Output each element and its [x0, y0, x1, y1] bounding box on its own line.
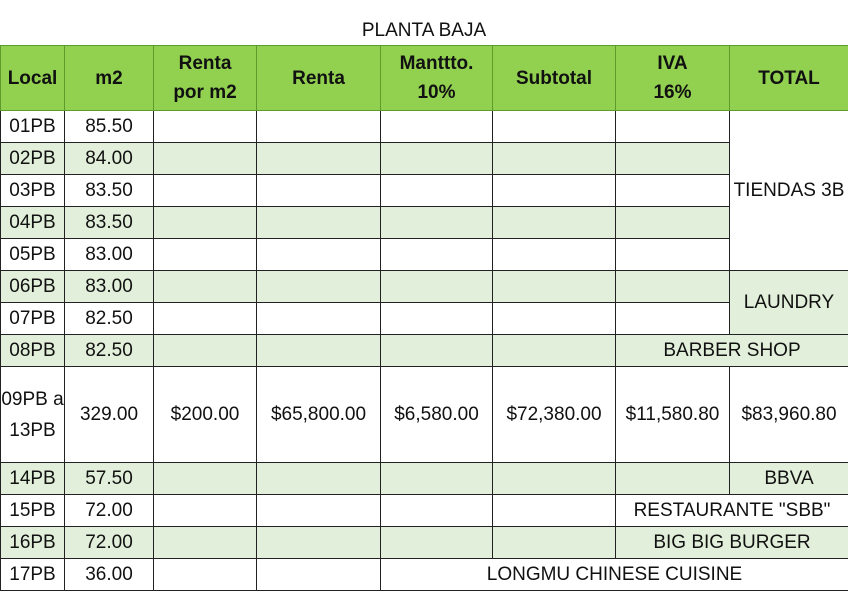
- cell-empty: [493, 463, 616, 495]
- table-row: [1, 527, 848, 559]
- cell-total: $83,960.80: [730, 367, 848, 463]
- cell-m2: 82.50: [65, 335, 154, 367]
- cell-local: 04PB: [1, 207, 65, 239]
- cell-m2: 72.00: [65, 495, 154, 527]
- cell-local: 07PB: [1, 303, 65, 335]
- tenant-tiendas-3b: TIENDAS 3B: [730, 111, 848, 271]
- table-row: [1, 367, 848, 463]
- table-row: [1, 111, 848, 143]
- header-renta-por-m2-line2: por m2: [173, 82, 237, 103]
- header-iva-line2: 16%: [653, 82, 692, 103]
- cell-empty: [257, 335, 381, 367]
- cell-empty: [381, 207, 493, 239]
- header-iva: [616, 46, 730, 111]
- cell-local: 14PB: [1, 463, 65, 495]
- cell-local: 03PB: [1, 175, 65, 207]
- cell-empty: [616, 175, 730, 207]
- cell-local: 06PB: [1, 271, 65, 303]
- cell-empty: [381, 335, 493, 367]
- cell-empty: [257, 495, 381, 527]
- table-row: [1, 463, 848, 495]
- cell-empty: [154, 559, 257, 591]
- tenant-bbva: BBVA: [730, 463, 848, 495]
- header-total: TOTAL: [730, 46, 848, 111]
- tenant-longmu-chinese-cuisine: LONGMU CHINESE CUISINE: [381, 559, 848, 591]
- cell-local: 17PB: [1, 559, 65, 591]
- cell-local-line2: 13PB: [9, 419, 56, 441]
- cell-empty: [493, 143, 616, 175]
- cell-empty: [154, 335, 257, 367]
- cell-empty: [616, 111, 730, 143]
- cell-empty: [493, 527, 616, 559]
- cell-empty: [257, 463, 381, 495]
- table-row: [1, 495, 848, 527]
- header-iva-line1: IVA: [657, 53, 688, 74]
- cell-empty: [154, 303, 257, 335]
- cell-empty: [257, 143, 381, 175]
- cell-empty: [381, 175, 493, 207]
- cell-m2: 83.00: [65, 271, 154, 303]
- cell-empty: [257, 271, 381, 303]
- cell-renta: $65,800.00: [257, 367, 381, 463]
- table-row: [1, 335, 848, 367]
- header-renta: Renta: [257, 46, 381, 111]
- cell-empty: [154, 271, 257, 303]
- cell-empty: [381, 463, 493, 495]
- cell-empty: [257, 559, 381, 591]
- cell-empty: [616, 239, 730, 271]
- cell-empty: [154, 239, 257, 271]
- cell-empty: [616, 271, 730, 303]
- tenant-restaurante-sbb: RESTAURANTE "SBB": [616, 495, 848, 527]
- cell-empty: [381, 527, 493, 559]
- cell-empty: [616, 463, 730, 495]
- cell-empty: [616, 207, 730, 239]
- header-mantenimiento: [381, 46, 493, 111]
- cell-local: 02PB: [1, 143, 65, 175]
- cell-empty: [493, 303, 616, 335]
- cell-local: 01PB: [1, 111, 65, 143]
- table-row: [1, 271, 848, 303]
- cell-empty: [381, 143, 493, 175]
- cell-iva: $11,580.80: [616, 367, 730, 463]
- cell-empty: [493, 207, 616, 239]
- cell-empty: [257, 239, 381, 271]
- header-mantenimiento-line1: Manttto.: [399, 53, 474, 74]
- header-local: Local: [1, 46, 65, 111]
- cell-empty: [257, 527, 381, 559]
- table-row: [1, 239, 848, 271]
- cell-empty: [616, 143, 730, 175]
- cell-m2: 36.00: [65, 559, 154, 591]
- page-title: PLANTA BAJA: [361, 20, 487, 41]
- table-row: [1, 175, 848, 207]
- cell-empty: [257, 111, 381, 143]
- header-subtotal: Subtotal: [493, 46, 616, 111]
- header-row: [1, 46, 848, 111]
- cell-m2: 72.00: [65, 527, 154, 559]
- cell-empty: [154, 207, 257, 239]
- cell-local: 15PB: [1, 495, 65, 527]
- header-renta-por-m2: [154, 46, 257, 111]
- cell-m2: 83.50: [65, 175, 154, 207]
- cell-m2: 85.50: [65, 111, 154, 143]
- cell-local: [1, 367, 65, 463]
- table-row: [1, 559, 848, 591]
- cell-subtotal: $72,380.00: [493, 367, 616, 463]
- cell-empty: [493, 271, 616, 303]
- header-mantenimiento-line2: 10%: [417, 82, 456, 103]
- cell-local: 16PB: [1, 527, 65, 559]
- cell-empty: [154, 495, 257, 527]
- tenant-big-big-burger: BIG BIG BURGER: [616, 527, 848, 559]
- cell-m2: 329.00: [65, 367, 154, 463]
- table-row: [1, 143, 848, 175]
- cell-empty: [381, 111, 493, 143]
- cell-empty: [381, 495, 493, 527]
- cell-local-line1: 09PB a: [1, 388, 64, 410]
- cell-local: 05PB: [1, 239, 65, 271]
- cell-m2: 84.00: [65, 143, 154, 175]
- cell-m2: 83.00: [65, 239, 154, 271]
- cell-empty: [154, 527, 257, 559]
- table-row: [1, 303, 848, 335]
- cell-empty: [493, 175, 616, 207]
- cell-empty: [493, 335, 616, 367]
- tenant-barber-shop: BARBER SHOP: [616, 335, 848, 367]
- cell-empty: [154, 175, 257, 207]
- cell-empty: [493, 111, 616, 143]
- cell-renta-por-m2: $200.00: [154, 367, 257, 463]
- cell-empty: [381, 239, 493, 271]
- cell-empty: [154, 143, 257, 175]
- cell-m2: 83.50: [65, 207, 154, 239]
- cell-empty: [154, 463, 257, 495]
- cell-empty: [616, 303, 730, 335]
- rent-table: [0, 45, 848, 591]
- header-renta-por-m2-line1: Renta: [178, 53, 232, 74]
- cell-empty: [257, 303, 381, 335]
- cell-empty: [493, 495, 616, 527]
- cell-empty: [257, 207, 381, 239]
- cell-m2: 82.50: [65, 303, 154, 335]
- cell-empty: [381, 271, 493, 303]
- table-row: [1, 207, 848, 239]
- cell-empty: [257, 175, 381, 207]
- cell-empty: [154, 111, 257, 143]
- cell-empty: [381, 303, 493, 335]
- tenant-laundry: LAUNDRY: [730, 271, 848, 335]
- cell-m2: 57.50: [65, 463, 154, 495]
- cell-empty: [493, 239, 616, 271]
- cell-mantenimiento: $6,580.00: [381, 367, 493, 463]
- cell-local: 08PB: [1, 335, 65, 367]
- header-m2: m2: [65, 46, 154, 111]
